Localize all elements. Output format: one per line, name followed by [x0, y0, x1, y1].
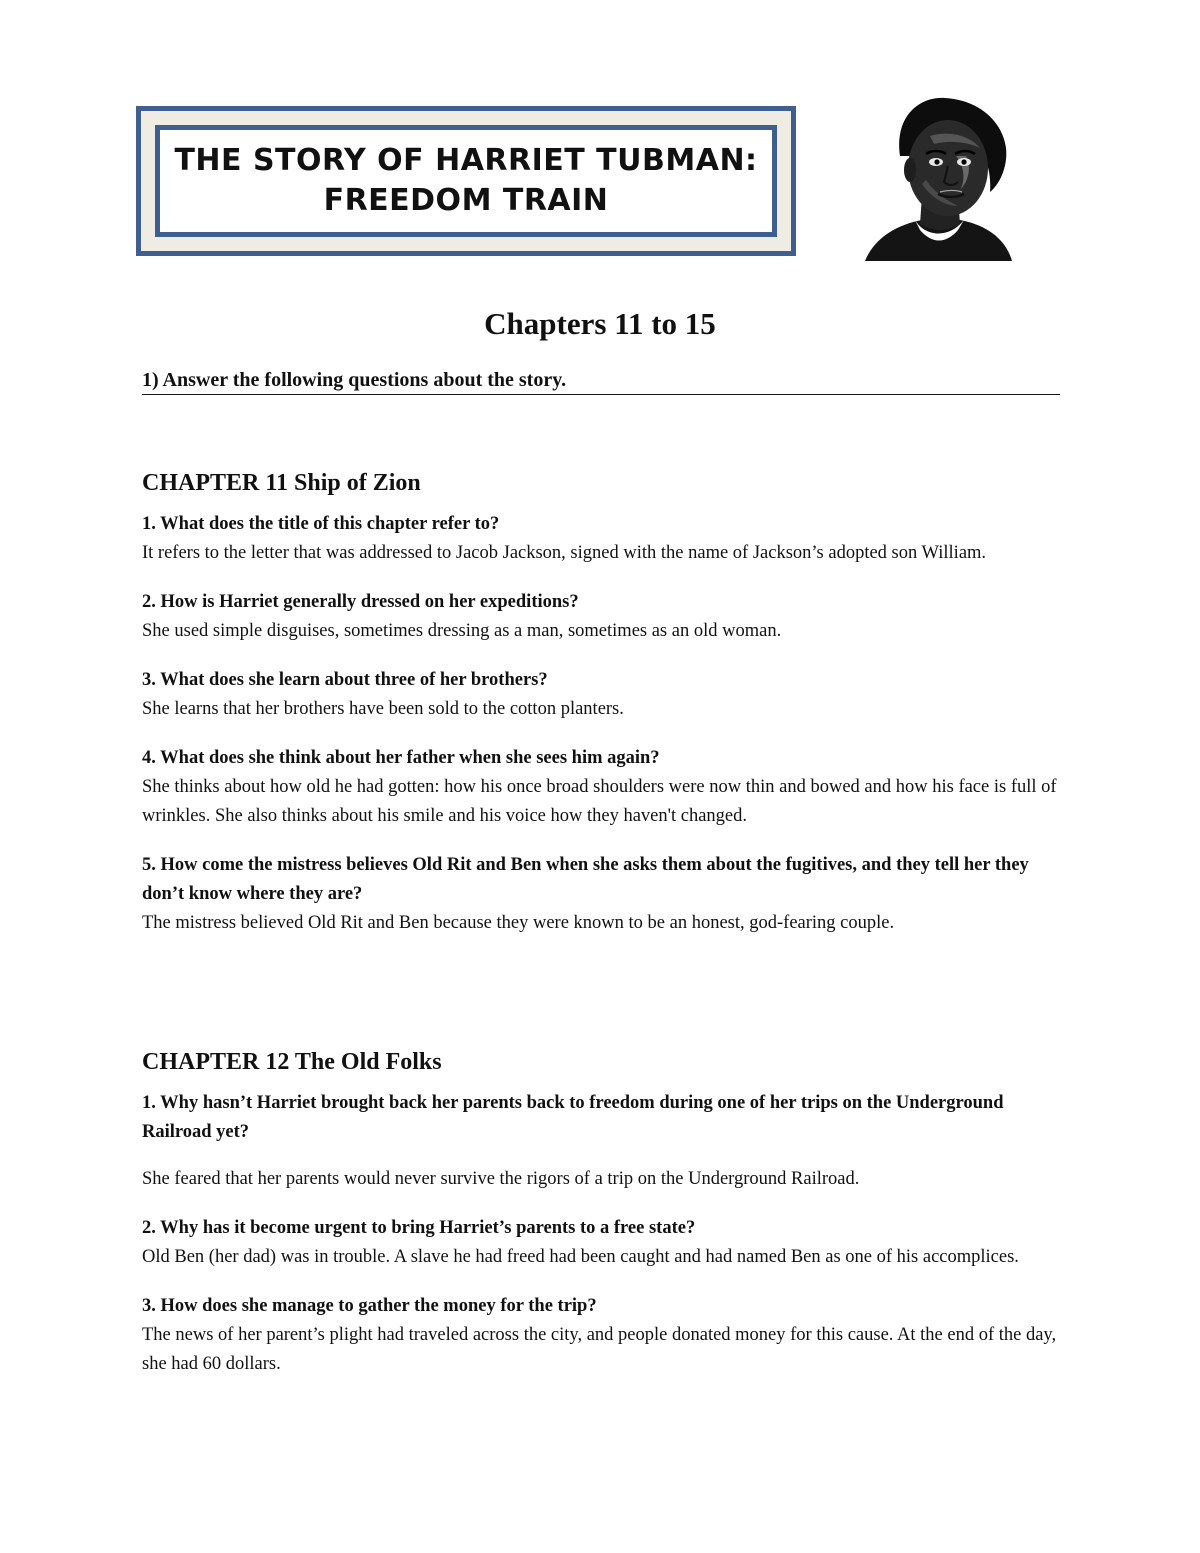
question-block — [142, 588, 1072, 646]
question: 5. How come the mistress believes Old Rit and Ben when she asks them about the fugitives, and they tell her they don’t know where they are? — [142, 855, 1029, 904]
chapters-subtitle: Chapters 11 to 15 — [484, 306, 716, 341]
answer: It refers to the letter that was addressed to Jacob Jackson, signed with the name of Jackson’s adopted son William. — [142, 543, 987, 563]
answer: She learns that her brothers have been sold to the cotton planters. — [142, 699, 624, 719]
answer: She feared that her parents would never survive the rigors of a trip on the Underground Railroad. — [142, 1169, 860, 1189]
question-block — [142, 1292, 1072, 1379]
document-title-line-2: FREEDOM TRAIN — [323, 183, 609, 218]
question-block — [142, 744, 1072, 831]
question-block — [142, 666, 1072, 724]
title-frame — [136, 106, 796, 256]
chapter-12-section — [142, 1045, 1072, 1399]
question: 4. What does she think about her father when she sees him again? — [142, 748, 660, 768]
answer: She thinks about how old he had gotten: how his once broad shoulders were now thin and bowed and how his face is full of wrinkles. She also thinks about his smile and his voice how they haven't changed. — [142, 777, 1057, 826]
question: 1. What does the title of this chapter refer to? — [142, 514, 500, 534]
question: 3. How does she manage to gather the money for the trip? — [142, 1296, 597, 1316]
portrait-image — [860, 96, 1015, 261]
question-block — [142, 1214, 1072, 1272]
chapter-heading: CHAPTER 12 The Old Folks — [142, 1049, 442, 1075]
answer: Old Ben (her dad) was in trouble. A slave he had freed had been caught and had named Ben as one of his accomplices. — [142, 1247, 1019, 1267]
title-box — [155, 125, 777, 237]
answer: The mistress believed Old Rit and Ben because they were known to be an honest, god-fearing couple. — [142, 913, 895, 933]
answer: She used simple disguises, sometimes dressing as a man, sometimes as an old woman. — [142, 621, 782, 641]
question-block — [142, 1089, 1072, 1194]
question-block — [142, 851, 1072, 938]
question: 2. How is Harriet generally dressed on her expeditions? — [142, 592, 579, 612]
question: 1. Why hasn’t Harriet brought back her parents back to freedom during one of her trips on the Underground Railroad yet? — [142, 1093, 1004, 1142]
instruction-line: 1) Answer the following questions about the story. — [142, 366, 1060, 395]
question: 3. What does she learn about three of her brothers? — [142, 670, 548, 690]
chapter-heading: CHAPTER 11 Ship of Zion — [142, 470, 421, 496]
answer: The news of her parent’s plight had traveled across the city, and people donated money for this cause. At the end of the day, she had 60 dollars. — [142, 1325, 1057, 1374]
document-title-line-1: THE STORY OF HARRIET TUBMAN: — [174, 143, 758, 178]
chapter-11-section — [142, 466, 1072, 958]
question: 2. Why has it become urgent to bring Harriet’s parents to a free state? — [142, 1218, 696, 1238]
question-block — [142, 510, 1072, 568]
